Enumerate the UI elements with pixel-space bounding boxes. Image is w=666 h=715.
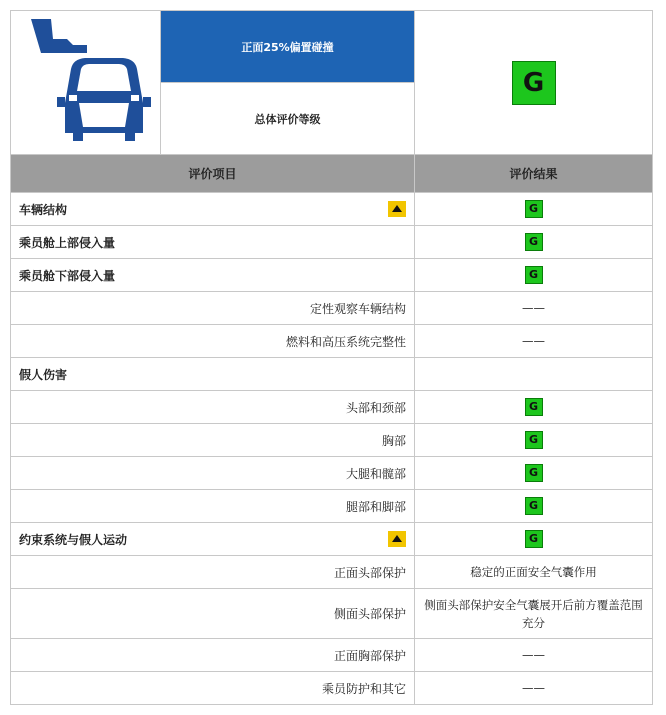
row-result-cell [415,639,653,672]
rating-rows [11,193,653,705]
crash-icon-cell [11,11,161,155]
row-result-cell [415,589,653,639]
rating-panel [10,10,652,705]
table-row [11,226,653,259]
row-item-label: 头部和颈部 [345,400,406,415]
row-result-cell [415,672,653,705]
column-header-item: 评价项目 [11,155,415,193]
table-row [11,292,653,325]
row-result-cell [415,523,653,556]
row-item-cell [11,226,415,259]
overall-label: 总体评价等级 [161,83,415,155]
row-item-label: 定性观察车辆结构 [309,301,406,316]
row-result-cell [415,391,653,424]
row-result-cell [415,490,653,523]
row-item-cell [11,424,415,457]
table-row [11,193,653,226]
grade-badge: G [525,200,543,218]
row-item-label: 乘员舱下部侵入量 [19,268,116,283]
row-item-label: 正面头部保护 [333,565,406,580]
table-row [11,639,653,672]
row-item-cell [11,457,415,490]
table-row [11,259,653,292]
table-row [11,424,653,457]
table-row [11,358,653,391]
row-item-cell [11,672,415,705]
row-item-cell [11,490,415,523]
result-text: 稳定的正面安全气囊作用 [470,565,597,579]
car-front-offset-crash-icon [11,11,161,151]
row-item-cell [11,292,415,325]
grade-badge: G [525,266,543,284]
row-item-label: 燃料和高压系统完整性 [285,334,406,349]
row-result-cell [415,457,653,490]
result-text: —— [522,681,545,695]
row-result-cell [415,226,653,259]
warning-triangle-icon[interactable] [388,201,406,217]
grade-badge: G [525,431,543,449]
row-item-cell [11,523,415,556]
row-item-cell [11,589,415,639]
row-item-cell [11,259,415,292]
row-item-label: 胸部 [381,433,406,448]
table-row [11,672,653,705]
row-item-cell [11,193,415,226]
row-result-cell [415,424,653,457]
row-item-label: 侧面头部保护 [333,607,406,621]
row-item-label: 乘员防护和其它 [321,681,406,696]
table-row [11,391,653,424]
column-header-result: 评价结果 [415,155,653,193]
row-item-label: 大腿和髋部 [345,466,406,481]
row-item-cell [11,358,415,391]
table-row [11,490,653,523]
grade-badge: G [525,497,543,515]
row-result-cell [415,358,653,391]
row-item-label: 约束系统与假人运动 [19,532,128,547]
row-result-cell [415,292,653,325]
table-row [11,523,653,556]
table-row [11,325,653,358]
row-item-label: 车辆结构 [19,202,68,217]
row-item-label: 腿部和脚部 [345,499,406,514]
table-row [11,589,653,639]
grade-badge: G [525,398,543,416]
test-name: 正面25%偏置碰撞 [161,11,415,83]
row-result-cell [415,325,653,358]
result-text: —— [522,334,545,348]
row-item-label: 假人伤害 [19,367,68,382]
grade-badge: G [525,464,543,482]
grade-badge: G [525,530,543,548]
overall-grade-badge: G [512,61,556,105]
row-item-cell [11,556,415,589]
warning-triangle-icon[interactable] [388,531,406,547]
row-result-cell [415,259,653,292]
row-item-cell [11,325,415,358]
table-row [11,556,653,589]
table-row [11,457,653,490]
result-text: 侧面头部保护安全气囊展开后前方覆盖范围充分 [424,597,643,630]
row-result-cell [415,193,653,226]
result-text: —— [522,301,545,315]
row-result-cell [415,556,653,589]
result-text: —— [522,648,545,662]
row-item-cell [11,639,415,672]
row-item-cell [11,391,415,424]
rating-table [10,10,653,705]
overall-grade-cell [415,11,653,155]
row-item-label: 正面胸部保护 [333,648,406,663]
row-item-label: 乘员舱上部侵入量 [19,235,116,250]
grade-badge: G [525,233,543,251]
